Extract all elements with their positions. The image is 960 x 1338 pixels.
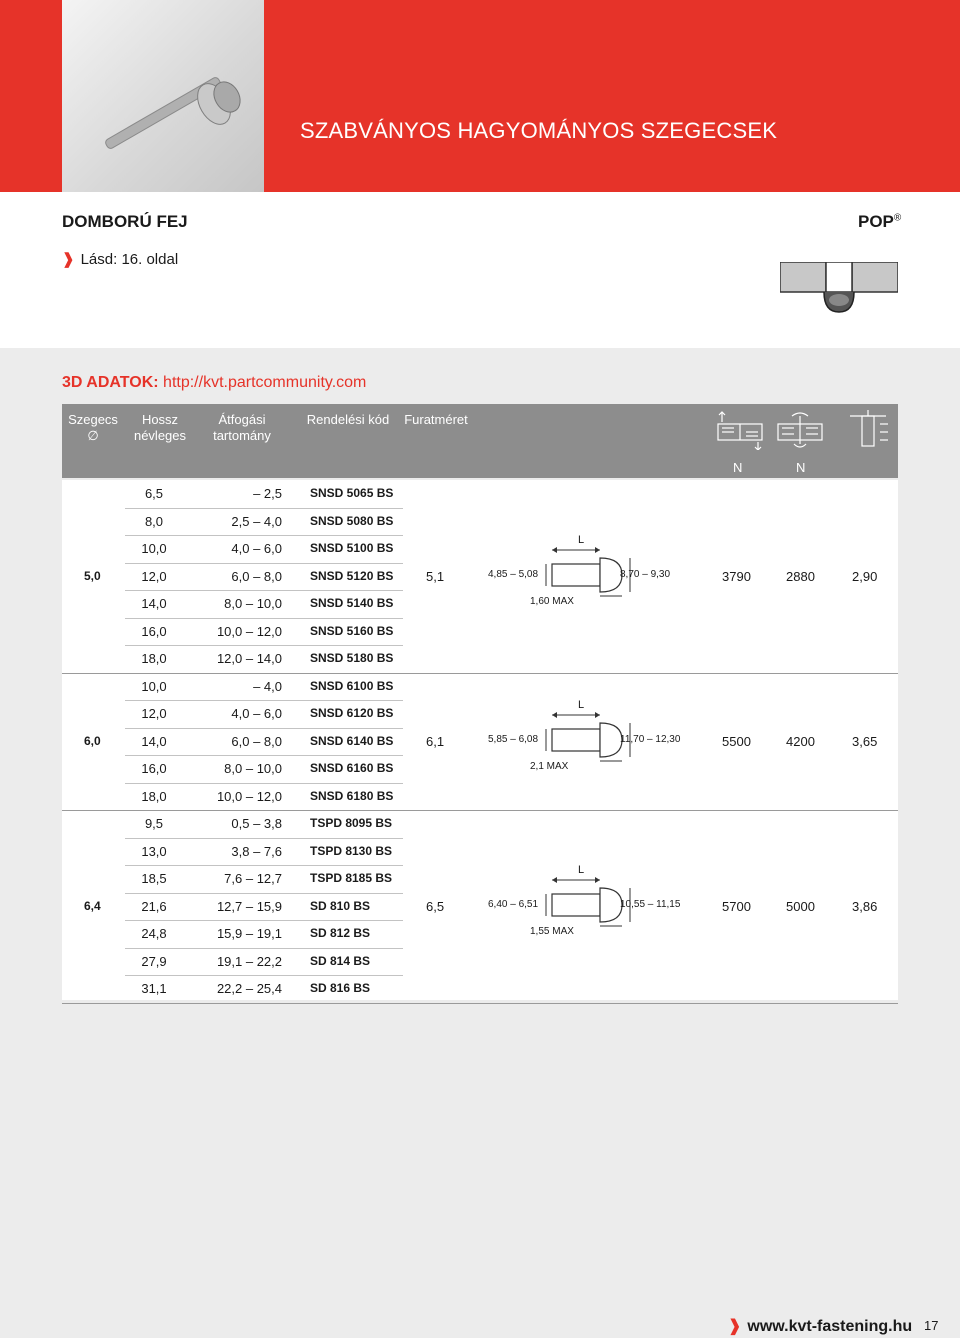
- section-title: DOMBORÚ FEJ: [62, 212, 188, 231]
- rivet-dimension-diagram: [488, 699, 700, 777]
- row-length: 16,0: [141, 623, 167, 639]
- row-length: 13,0: [141, 843, 167, 859]
- row-order-code[interactable]: TSPD 8130 BS: [310, 843, 393, 858]
- page-number: 17: [924, 1318, 939, 1333]
- table-body: [62, 480, 898, 1000]
- row-divider: [125, 728, 403, 729]
- row-order-code[interactable]: TSPD 8185 BS: [310, 871, 393, 885]
- dim-shank: 4,85 – 5,08: [488, 569, 539, 581]
- row-order-code[interactable]: SNSD 6140 BS: [310, 733, 394, 748]
- row-grip-range: 2,5 – 4,0: [231, 513, 282, 529]
- row-length: 16,0: [141, 761, 167, 776]
- row-order-code[interactable]: SNSD 5140 BS: [310, 596, 394, 610]
- dim-head: 8,70 – 9,30: [620, 569, 671, 581]
- brand-logo: POP®: [858, 212, 902, 231]
- row-order-code[interactable]: SNSD 6160 BS: [310, 761, 394, 775]
- see-also-link[interactable]: ❱ Lásd: 16. oldal: [62, 251, 179, 268]
- row-order-code[interactable]: SD 814 BS: [310, 953, 371, 968]
- tensile-strength-icon: [772, 410, 828, 450]
- group-hole-size: 6,5: [426, 899, 445, 915]
- group-diameter: 5,0: [84, 569, 101, 584]
- row-length: 10,0: [141, 541, 167, 556]
- row-length: 27,9: [141, 953, 167, 969]
- row-order-code[interactable]: SNSD 6180 BS: [310, 788, 394, 803]
- row-grip-range: 0,5 – 3,8: [231, 816, 282, 831]
- row-order-code[interactable]: SNSD 5080 BS: [310, 513, 394, 528]
- row-order-code[interactable]: SNSD 5100 BS: [310, 541, 394, 555]
- row-order-code[interactable]: SNSD 6120 BS: [310, 706, 394, 720]
- row-order-code[interactable]: SD 810 BS: [310, 898, 371, 913]
- header-banner: [0, 0, 960, 192]
- row-divider: [125, 535, 403, 536]
- rivet-dimension-diagram: [488, 864, 700, 942]
- row-order-code[interactable]: SNSD 6100 BS: [310, 678, 394, 693]
- row-length: 14,0: [141, 733, 167, 749]
- dim-length: L: [578, 864, 585, 877]
- page-title: SZABVÁNYOS HAGYOMÁNYOS SZEGECSEK: [300, 118, 778, 143]
- row-length: 31,1: [141, 981, 167, 996]
- row-length: 24,8: [141, 926, 167, 941]
- dim-max: 1,60 MAX: [530, 596, 574, 608]
- group-tensile-strength: 4200: [786, 734, 815, 750]
- row-length: 18,5: [141, 871, 167, 886]
- group-hole-size: 5,1: [426, 569, 445, 585]
- row-grip-range: – 4,0: [253, 678, 282, 694]
- group-diameter: 6,0: [84, 734, 101, 749]
- row-grip-range: 12,7 – 15,9: [216, 898, 282, 914]
- row-divider: [125, 838, 403, 839]
- dim-length: L: [578, 699, 585, 712]
- group-divider: [62, 1003, 898, 1004]
- footer-link[interactable]: ❱ www.kvt-fastening.hu: [728, 1318, 913, 1335]
- row-order-code[interactable]: SD 816 BS: [310, 981, 371, 995]
- row-divider: [125, 755, 403, 756]
- row-grip-range: 6,0 – 8,0: [231, 733, 282, 749]
- row-length: 12,0: [141, 706, 167, 721]
- row-grip-range: 8,0 – 10,0: [224, 761, 282, 776]
- row-divider: [125, 920, 403, 921]
- row-grip-range: 4,0 – 6,0: [231, 706, 282, 721]
- dim-length: L: [578, 534, 585, 547]
- row-length: 10,0: [141, 678, 167, 694]
- group-tensile-strength: 2880: [786, 569, 815, 585]
- row-length: 21,6: [141, 898, 167, 914]
- row-grip-range: 4,0 – 6,0: [231, 541, 282, 556]
- registered-mark: ®: [893, 212, 902, 224]
- row-length: 12,0: [141, 568, 167, 584]
- row-divider: [125, 948, 403, 949]
- group-shear-strength: 5500: [722, 734, 751, 750]
- group-hole-size: 6,1: [426, 734, 445, 750]
- group-weight: 3,86: [852, 899, 878, 915]
- header-length: Hossz névleges: [133, 412, 187, 443]
- group-shear-strength: 5700: [722, 899, 751, 915]
- dim-head: 10,55 – 11,15: [620, 899, 681, 911]
- row-order-code[interactable]: SD 812 BS: [310, 926, 371, 940]
- row-divider: [125, 783, 403, 784]
- rivet-dimension-diagram: [488, 534, 700, 612]
- row-length: 9,5: [144, 816, 164, 831]
- row-grip-range: 10,0 – 12,0: [216, 623, 282, 639]
- row-divider: [125, 865, 403, 866]
- row-divider: [125, 508, 403, 509]
- row-divider: [125, 618, 403, 619]
- rivet-photo: [62, 0, 264, 192]
- row-grip-range: 6,0 – 8,0: [231, 568, 282, 584]
- dim-shank: 5,85 – 6,08: [488, 734, 539, 746]
- chevron-right-icon: ❱: [62, 251, 75, 268]
- row-length: 6,5: [144, 486, 164, 501]
- row-grip-range: – 2,5: [253, 486, 282, 501]
- row-grip-range: 8,0 – 10,0: [224, 596, 282, 611]
- 3d-data-line: 3D ADATOK: http://kvt.partcommunity.com: [62, 374, 367, 391]
- group-weight: 2,90: [852, 569, 878, 585]
- dim-shank: 6,40 – 6,51: [488, 899, 539, 911]
- row-grip-range: 3,8 – 7,6: [231, 843, 282, 859]
- header-grip-range: Átfogási tartomány: [213, 412, 271, 443]
- row-divider: [125, 893, 403, 894]
- row-order-code[interactable]: SNSD 5120 BS: [310, 568, 394, 583]
- dome-head-rivet-icon: [780, 262, 898, 316]
- row-order-code[interactable]: TSPD 8095 BS: [310, 816, 393, 830]
- row-grip-range: 19,1 – 22,2: [216, 953, 282, 969]
- row-divider: [125, 700, 403, 701]
- group-diameter: 6,4: [84, 899, 101, 914]
- row-divider: [125, 975, 403, 976]
- dim-max: 1,55 MAX: [530, 926, 574, 938]
- row-grip-range: 10,0 – 12,0: [216, 788, 282, 804]
- group-weight: 3,65: [852, 734, 878, 750]
- tensile-unit: N: [796, 460, 806, 475]
- row-grip-range: 15,9 – 19,1: [216, 926, 282, 941]
- row-order-code[interactable]: SNSD 5180 BS: [310, 651, 394, 665]
- row-divider: [125, 645, 403, 646]
- shear-unit: N: [733, 460, 743, 475]
- shear-strength-icon: [712, 410, 768, 450]
- group-tensile-strength: 5000: [786, 899, 815, 915]
- group-divider: [62, 810, 898, 811]
- row-grip-range: 22,2 – 25,4: [216, 981, 282, 996]
- row-length: 8,0: [144, 513, 164, 529]
- header-diameter: Szegecs ∅: [68, 412, 118, 443]
- group-divider: [62, 673, 898, 674]
- row-divider: [125, 563, 403, 564]
- header-hole-size: Furatméret: [404, 412, 468, 427]
- dim-max: 2,1 MAX: [530, 761, 569, 773]
- row-order-code[interactable]: SNSD 5065 BS: [310, 486, 394, 500]
- group-shear-strength: 3790: [722, 569, 751, 585]
- row-length: 14,0: [141, 596, 167, 611]
- 3d-data-link[interactable]: http://kvt.partcommunity.com: [163, 374, 367, 391]
- header-order-code: Rendelési kód: [306, 412, 390, 427]
- row-grip-range: 12,0 – 14,0: [216, 651, 282, 666]
- row-order-code[interactable]: SNSD 5160 BS: [310, 623, 394, 638]
- weight-icon: [840, 410, 896, 450]
- row-length: 18,0: [141, 788, 167, 804]
- row-divider: [125, 590, 403, 591]
- dim-head: 11,70 – 12,30: [620, 734, 681, 746]
- chevron-right-icon: ❱: [728, 1318, 742, 1335]
- row-length: 18,0: [141, 651, 167, 666]
- row-grip-range: 7,6 – 12,7: [224, 871, 282, 886]
